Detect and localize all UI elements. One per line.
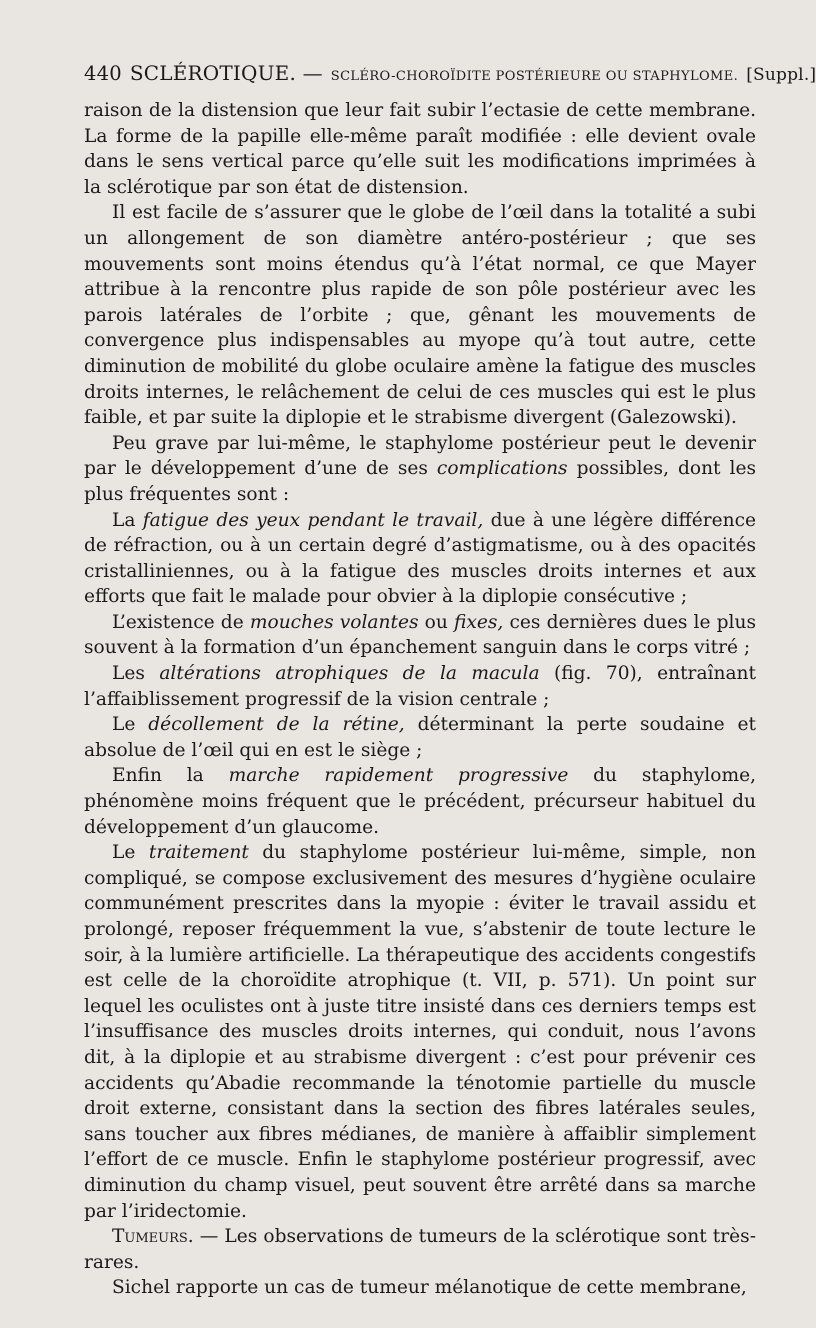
- italic-phrase: complications: [436, 458, 568, 480]
- paragraph: [84, 98, 756, 200]
- text-segment: Le: [112, 842, 149, 864]
- paragraph: [84, 1224, 756, 1275]
- paragraph: [84, 661, 756, 712]
- running-title: SCLÉROTIQUE. —: [129, 61, 323, 85]
- running-subtitle: SCLÉRO-CHOROÏDITE POSTÉRIEURE OU STAPHYLOME.: [330, 69, 739, 84]
- paragraph: [84, 840, 756, 1224]
- text-segment: raison de la distension que leur fait subir l’ectasie de cette membrane. La forme de la papille elle-même paraît modifiée : elle devient ovale dans le sens vertical parce qu’elle suit les modifications imprimées à la sclérotique par son état de distension.: [84, 100, 756, 198]
- paragraph: [84, 712, 756, 763]
- text-segment: — Les observations de tumeurs de la sclérotique sont très-rares.: [84, 1226, 756, 1273]
- text-segment: déterminant la perte soudaine et absolue de l’œil qui en est le siège ;: [84, 714, 757, 761]
- paragraph: [84, 508, 756, 610]
- paragraph: [84, 610, 756, 661]
- text-segment: La: [112, 509, 143, 531]
- italic-phrase: fatigue des yeux pendant le travail,: [142, 509, 484, 531]
- running-header: [84, 60, 816, 90]
- italic-phrase: mouches volantes: [249, 611, 419, 633]
- text-segment: Il est facile de s’assurer que le globe de l’œil dans la totalité a subi un allongement de son diamètre antéro-postérieur ; que ses mouvements sont moins étendus qu’à l’état normal, ce que Mayer attribue à la rencontre plus rapide de son pôle postérieur avec les parois latérales de l’orbite ; que, gênant les mouvements de convergence plus indispensables au myope qu’à tout autre, cette diminution de mobilité du globe oculaire amène la fatigue des muscles droits internes, le relâchement de celui de ces muscles qui est le plus faible, et par suite la diplopie et le strabisme divergent (Galezowski).: [84, 202, 756, 429]
- paragraph: [84, 431, 756, 508]
- text-segment: Le: [112, 714, 149, 736]
- text-segment: du staphylome postérieur lui-même, simple, non compliqué, se compose exclusivement des mesures d’hygiène oculaire communément prescrites dans la myopie : éviter le travail assidu et prolongé, reposer fréquemment la vue, s’abstenir de toute lecture le soir, à la lumière artificielle. La thérapeutique des accidents congestifs est celle de la choroïdite atrophique (t. VII, p. 571). Un point sur lequel les oculistes ont à juste titre insisté dans ces derniers temps est l’insuffisance des muscles droits internes, qui conduit, nous l’avons dit, à la diplopie et au strabisme divergent : c’est pour prévenir ces accidents qu’Abadie recommande la ténotomie partielle du muscle droit externe, consistant dans la section des fibres latérales seules, sans toucher aux fibres médianes, de manière à affaiblir simplement l’effort de ce muscle. Enfin le staphylome postérieur progressif, avec diminution du champ visuel, peut souvent être arrêté dans sa marche par l’iridectomie.: [84, 842, 757, 1222]
- italic-phrase: fixes,: [454, 611, 504, 633]
- body-text: [84, 98, 756, 1301]
- italic-phrase: décollement de la rétine,: [148, 714, 405, 736]
- text-segment: Enfin la: [112, 765, 229, 787]
- supplement-mark: [Suppl.]: [746, 65, 816, 85]
- text-segment: du staphylome, phénomène moins fréquent que le précédent, précurseur habituel du développement d’un glaucome.: [84, 765, 756, 838]
- paragraph: [84, 763, 756, 840]
- text-segment: due à une légère différence de réfraction, ou à un certain degré d’astigmatisme, ou à des opacités cristalliniennes, ou à la fatigue des muscles droits internes et aux efforts que fait le malade pour obvier à la diplopie consécutive ;: [84, 509, 756, 608]
- paragraph: [84, 200, 756, 430]
- italic-phrase: altérations atrophiques de la macula: [159, 663, 540, 685]
- text-segment: (fig. 70), entraînant l’affaiblissement progressif de la vision centrale ;: [84, 663, 756, 710]
- text-segment: Les: [112, 663, 160, 685]
- text-segment: Tumeurs.: [112, 1226, 194, 1248]
- text-segment: ou: [418, 611, 454, 633]
- text-segment: ces dernières dues le plus souvent à la formation d’un épanchement sanguin dans le corps vitré ;: [84, 611, 757, 659]
- text-segment: possibles, dont les plus fréquentes sont :: [84, 458, 757, 505]
- page-number: 440: [84, 62, 122, 85]
- paragraph: [84, 1275, 756, 1301]
- italic-phrase: traitement: [148, 842, 249, 864]
- text-segment: L’existence de: [112, 611, 250, 633]
- italic-phrase: marche rapidement progressive: [228, 765, 569, 787]
- text-segment: Peu grave par lui-même, le staphylome postérieur peut le devenir par le développement d’une de ses: [84, 432, 756, 480]
- text-segment: Sichel rapporte un cas de tumeur mélanotique de cette membrane,: [112, 1277, 747, 1299]
